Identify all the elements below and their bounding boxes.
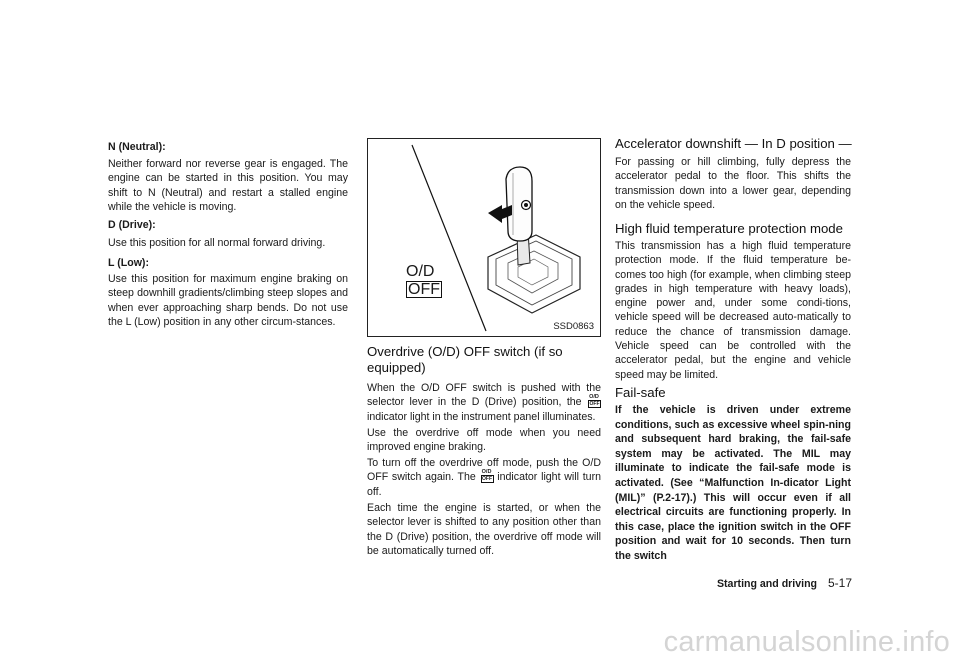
od-off-indicator-icon: O/D OFF bbox=[589, 394, 600, 408]
overdrive-paragraph-4: Each time the engine is started, or when the selector lever is shifted to any position other than the D (Drive) position, the overdrive off mode will be automatically turned off. bbox=[367, 502, 601, 557]
low-label: L (Low): bbox=[108, 257, 149, 269]
overdrive-heading: Overdrive (O/D) OFF switch (if so equipped) bbox=[367, 344, 563, 375]
drive-label: D (Drive): bbox=[108, 219, 156, 231]
watermark: carmanualsonline.info bbox=[663, 626, 950, 658]
overdrive-p1-a: When the O/D OFF switch is pushed with the selector lever in the D (Drive) position, the bbox=[367, 382, 601, 409]
overdrive-p1-b: indicator light in the instrument panel illuminates. bbox=[367, 410, 596, 423]
od-label: O/D bbox=[406, 263, 435, 280]
accelerator-heading: Accelerator downshift — In D position — bbox=[615, 136, 852, 151]
neutral-label: N (Neutral): bbox=[108, 141, 166, 153]
od-off-indicator-icon: O/D OFF bbox=[481, 469, 493, 483]
overdrive-paragraph-2: Use the overdrive off mode when you need improved engine braking. bbox=[367, 427, 601, 454]
protection-mode-paragraph: This transmission has a high fluid temperature protection mode. If the fluid temperature be-comes too high (for example, when climbing steep grades in high temperature with heavy loads), engine power and, under some condi-tions, vehicle speed will be decreased auto-matically to reduce the chance of transmission damage. Vehicle speed can be controlled with the accelerator pedal, but the engine and vehicle speed may be limited. bbox=[615, 240, 851, 381]
fail-safe-heading: Fail-safe bbox=[615, 385, 666, 400]
fail-safe-paragraph: If the vehicle is driven under extreme conditions, such as excessive wheel spin-ning and subsequent hard braking, the fail-safe system may be activated. The MIL may illuminate to indicate the fail-safe mode is activated. (See “Malfunction In-dicator Light (MIL)” (P.2-17).) This will occur even if all electrical circuits are functioning properly. In this case, place the ignition switch in the OFF position and wait for 10 seconds. Then turn the switch bbox=[615, 404, 851, 562]
overdrive-paragraph-3 bbox=[367, 456, 601, 499]
overdrive-p3-a: To turn off the overdrive off mode, push the O/D OFF switch again. The bbox=[367, 457, 601, 484]
accelerator-paragraph: For passing or hill climbing, fully depress the accelerator pedal to the floor. This shifts the transmission down into a lower gear, depending on the vehicle speed. bbox=[615, 156, 851, 211]
overdrive-switch-figure bbox=[367, 138, 601, 337]
protection-mode-heading: High fluid temperature protection mode bbox=[615, 221, 843, 236]
shift-lever-illustration bbox=[368, 139, 600, 336]
figure-id: SSD0863 bbox=[553, 321, 594, 332]
drive-paragraph: Use this position for all normal forward driving. bbox=[108, 237, 326, 249]
page-number: 5-17 bbox=[827, 576, 852, 590]
neutral-paragraph: Neither forward nor reverse gear is engaged. The engine can be started in this position. You may shift to N (Neutral) and restart a stalled engine while the vehicle is moving. bbox=[108, 158, 348, 213]
page-footer bbox=[717, 576, 852, 590]
section-title: Starting and driving bbox=[716, 578, 818, 590]
overdrive-p3-b: indicator light will turn off. bbox=[367, 471, 601, 498]
off-label: OFF bbox=[408, 281, 440, 298]
overdrive-paragraph-1 bbox=[367, 381, 601, 424]
low-paragraph: Use this position for maximum engine braking on steep downhill gradients/climbing steep slopes and when ever approaching sharp bends. Do not use the L (Low) position in any other circum-stances. bbox=[108, 273, 348, 328]
